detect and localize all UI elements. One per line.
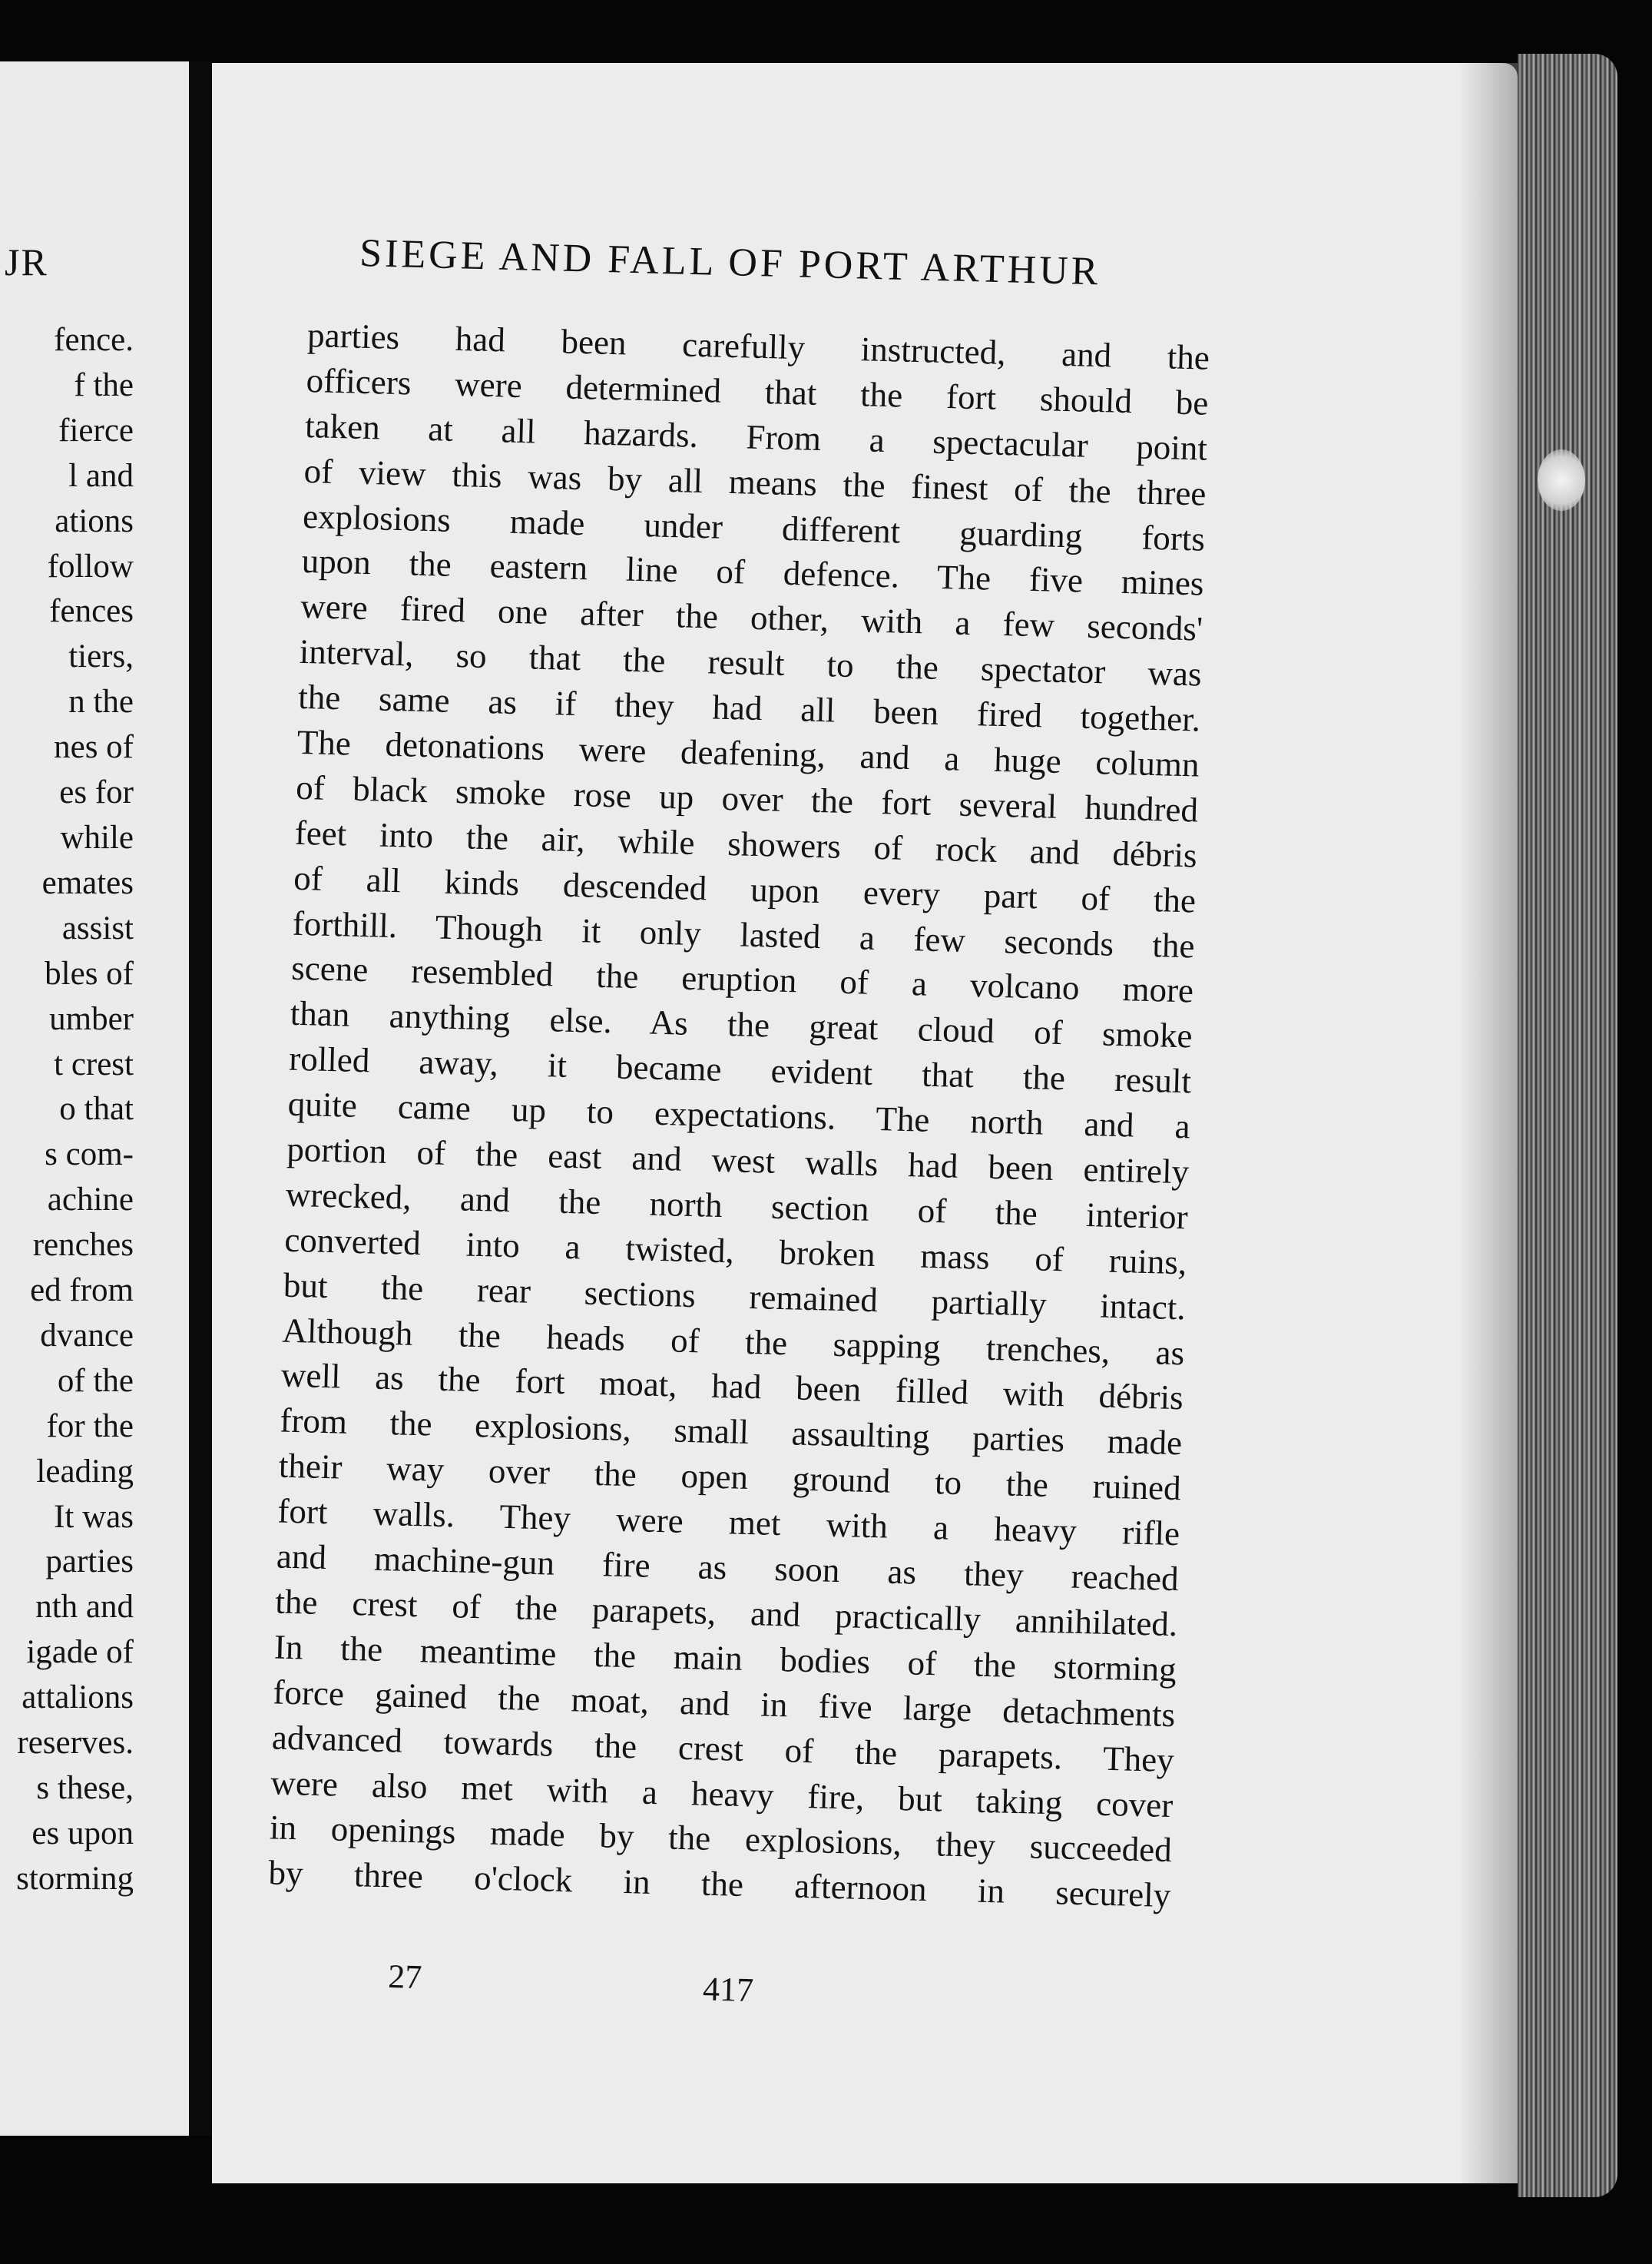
left-page-line: n the [68,684,134,721]
left-page-line: for the [46,1407,134,1444]
text-line: the crest of the parapets, and practically annihilated. [274,1582,1178,1644]
left-page-line: ations [55,502,134,539]
text-line: in openings made by the explosions, they succeeded [269,1808,1173,1870]
left-page-line: bles of [45,955,134,992]
left-page-line: while [60,819,134,856]
text-line: were also met with a heavy fire, but taking cover [270,1762,1174,1825]
left-page-line: nth and [35,1589,134,1626]
text-line: quite came up to expectations. The north and a [287,1084,1191,1146]
left-page-line: of the [57,1362,134,1399]
left-page-line: assist [61,910,134,946]
signature-mark: 27 [387,1957,422,1997]
page-stack-edges [1518,54,1617,2197]
running-header: SIEGE AND FALL OF PORT ARTHUR [359,230,1102,294]
text-line: interval, so that the result to the spectator was [299,632,1203,694]
text-line: officers were determined that the fort should be [306,360,1210,423]
left-page-line: emates [41,864,134,901]
left-page-text [0,318,134,1902]
left-page-line: follow [47,548,134,585]
text-line: by three o'clock in the afternoon in securely [267,1853,1171,1915]
text-line: converted into a twisted, broken mass of ruins, [283,1220,1187,1282]
text-line: of view this was by all means the finest of the three [303,451,1207,513]
page-footer [387,1957,926,2010]
left-page-line: ed from [30,1272,134,1309]
left-page-line: s these, [36,1770,134,1806]
left-page-line: igade of [26,1634,134,1671]
text-line: from the explosions, small assaulting parties made [279,1400,1183,1463]
left-page-line: attalions [22,1679,134,1716]
text-line: scene resembled the eruption of a volcano more [290,949,1194,1010]
page-body-text [268,313,1210,1918]
text-line: The detonations were deafening, and a huge column [296,722,1200,784]
text-line: force gained the moat, and in five large detachments [272,1672,1176,1734]
text-line: of all kinds descended upon every part of the [293,858,1197,920]
text-line: than anything else. As the great cloud of smoke [290,994,1193,1056]
left-page-running-header: JR [5,240,48,283]
text-line: well as the fort moat, had been filled with débris [280,1356,1184,1417]
text-line: wrecked, and the north section of the interior [285,1175,1189,1237]
left-page-line: o that [59,1091,134,1128]
text-line: upon the eastern line of defence. The five mines [301,542,1205,604]
left-page [0,61,189,2136]
left-page-line: parties [45,1543,134,1580]
left-page-line: fierce [58,412,134,449]
left-page-line: fences [49,593,134,630]
text-line: feet into the air, while showers of rock and débris [294,813,1198,875]
left-page-line: achine [47,1182,134,1218]
right-page [212,63,1518,2183]
text-line: parties had been carefully instructed, and the [306,315,1210,377]
text-line: fort walls. They were met with a heavy rifle [276,1491,1180,1553]
text-line: portion of the east and west walls had been entirely [286,1129,1190,1192]
left-page-line: es upon [31,1815,134,1851]
text-line: their way over the open ground to the ruined [278,1446,1182,1508]
left-page-line: nes of [54,729,134,766]
page-stain [1538,449,1585,511]
left-page-line: leading [36,1453,134,1490]
left-page-line: It was [54,1498,134,1535]
left-page-line: renches [32,1227,134,1264]
left-page-line: f the [74,366,134,403]
left-page-line: l and [68,457,134,494]
text-line: Although the heads of the sapping trenches, as [281,1311,1185,1372]
text-line: rolled away, it became evident that the result [288,1039,1192,1101]
left-page-line: es for [59,774,134,811]
text-line: of black smoke rose up over the fort several hundred [295,767,1199,830]
text-line: In the meantime the main bodies of the storming [273,1627,1177,1689]
text-line: taken at all hazards. From a spectacular point [304,406,1208,468]
left-page-line: dvance [40,1317,134,1354]
text-line: advanced towards the crest of the parapets. They [271,1718,1175,1779]
left-page-line: t crest [54,1046,134,1082]
left-page-line: reserves. [17,1725,134,1762]
left-page-line: s com- [45,1136,134,1173]
left-page-line: storming [16,1860,134,1897]
text-line: forthill. Though it only lasted a few seconds the [292,903,1196,966]
left-page-line: fence. [54,322,134,358]
text-line: but the rear sections remained partially intact. [283,1265,1187,1328]
text-line: were fired one after the other, with a few seconds' [300,587,1203,648]
left-page-line: tiers, [68,638,134,675]
page-number: 417 [702,1970,754,2010]
text-line: and machine-gun fire as soon as they reached [276,1536,1180,1599]
page-edge-shadow [1459,63,1521,2183]
text-line: the same as if they had all been fired together. [297,677,1201,739]
book-gutter [189,61,212,2136]
text-line: explosions made under different guarding forts [302,496,1206,559]
left-page-line: umber [49,1000,134,1037]
